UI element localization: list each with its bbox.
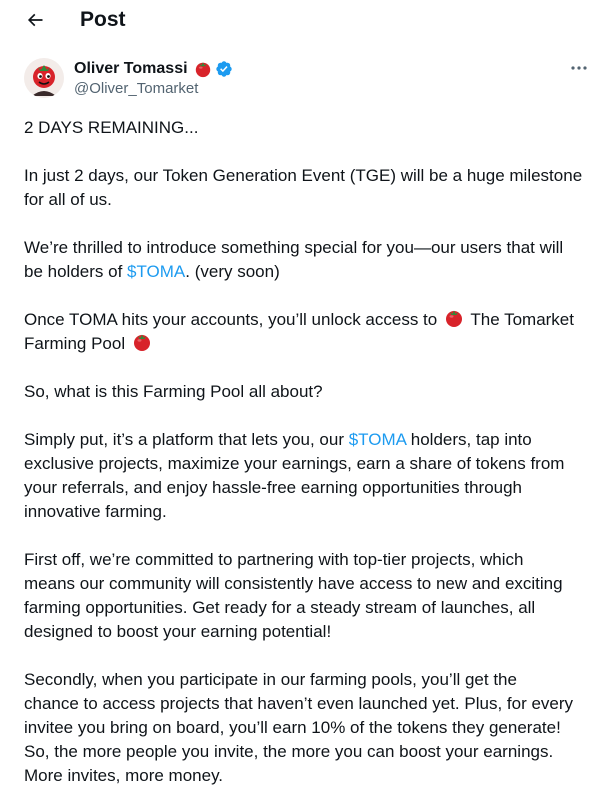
cashtag-link[interactable]: $TOMA [127,262,186,281]
post-author [24,58,594,102]
tomato-icon [132,332,152,352]
author-handle[interactable]: @Oliver_Tomarket [74,80,199,97]
author-name[interactable]: Oliver Tomassi [74,60,188,77]
paragraph: So, what is this Farming Pool all about? [24,382,323,401]
paragraph: Simply put, it’s a platform that lets you, our $TOMA holders, tap into exclusive projects, maximize your earnings, earn a share of tokens from your referrals, and enjoy hassle-free earning opportunities through innovative farming. [24,430,565,521]
arrow-left-icon [25,10,45,30]
paragraph: Secondly, when you participate in our farming pools, you’ll get the chance to access projects that haven’t even launched yet. Plus, for every invitee you bring on board, you’ll earn 10% of the tokens they generate! So, the more people you invite, the more you can boost your earnings. More invites, more money. [24,670,574,785]
avatar[interactable] [24,58,64,98]
cashtag-link[interactable]: $TOMA [348,430,407,449]
back-button[interactable] [20,6,50,34]
paragraph: In just 2 days, our Token Generation Event (TGE) will be a huge milestone for all of us. [24,166,583,209]
post-text [24,116,594,812]
paragraph: First off, we’re committed to partnering with top-tier projects, which means our community will consistently have access to new and exciting farming opportunities. Get ready for a steady stream of launches, all designed to boost your earning potential! [24,550,563,641]
verified-badge-icon[interactable] [215,60,233,78]
paragraph: We’re thrilled to introduce something special for you—our users that will be holders of $TOMA. (very soon) [24,238,564,281]
paragraph: 2 DAYS REMAINING... [24,118,199,137]
tomato-icon [194,60,212,78]
tomato-icon [444,308,464,328]
tomato-character-icon [24,58,64,98]
more-options-button[interactable] [568,60,590,76]
paragraph: Once TOMA hits your accounts, you’ll unlock access to The Tomarket Farming Pool [24,310,574,353]
author-name-line [74,58,233,80]
more-horizontal-icon [570,65,588,71]
page-title: Post [80,8,126,31]
post-header [0,0,609,40]
